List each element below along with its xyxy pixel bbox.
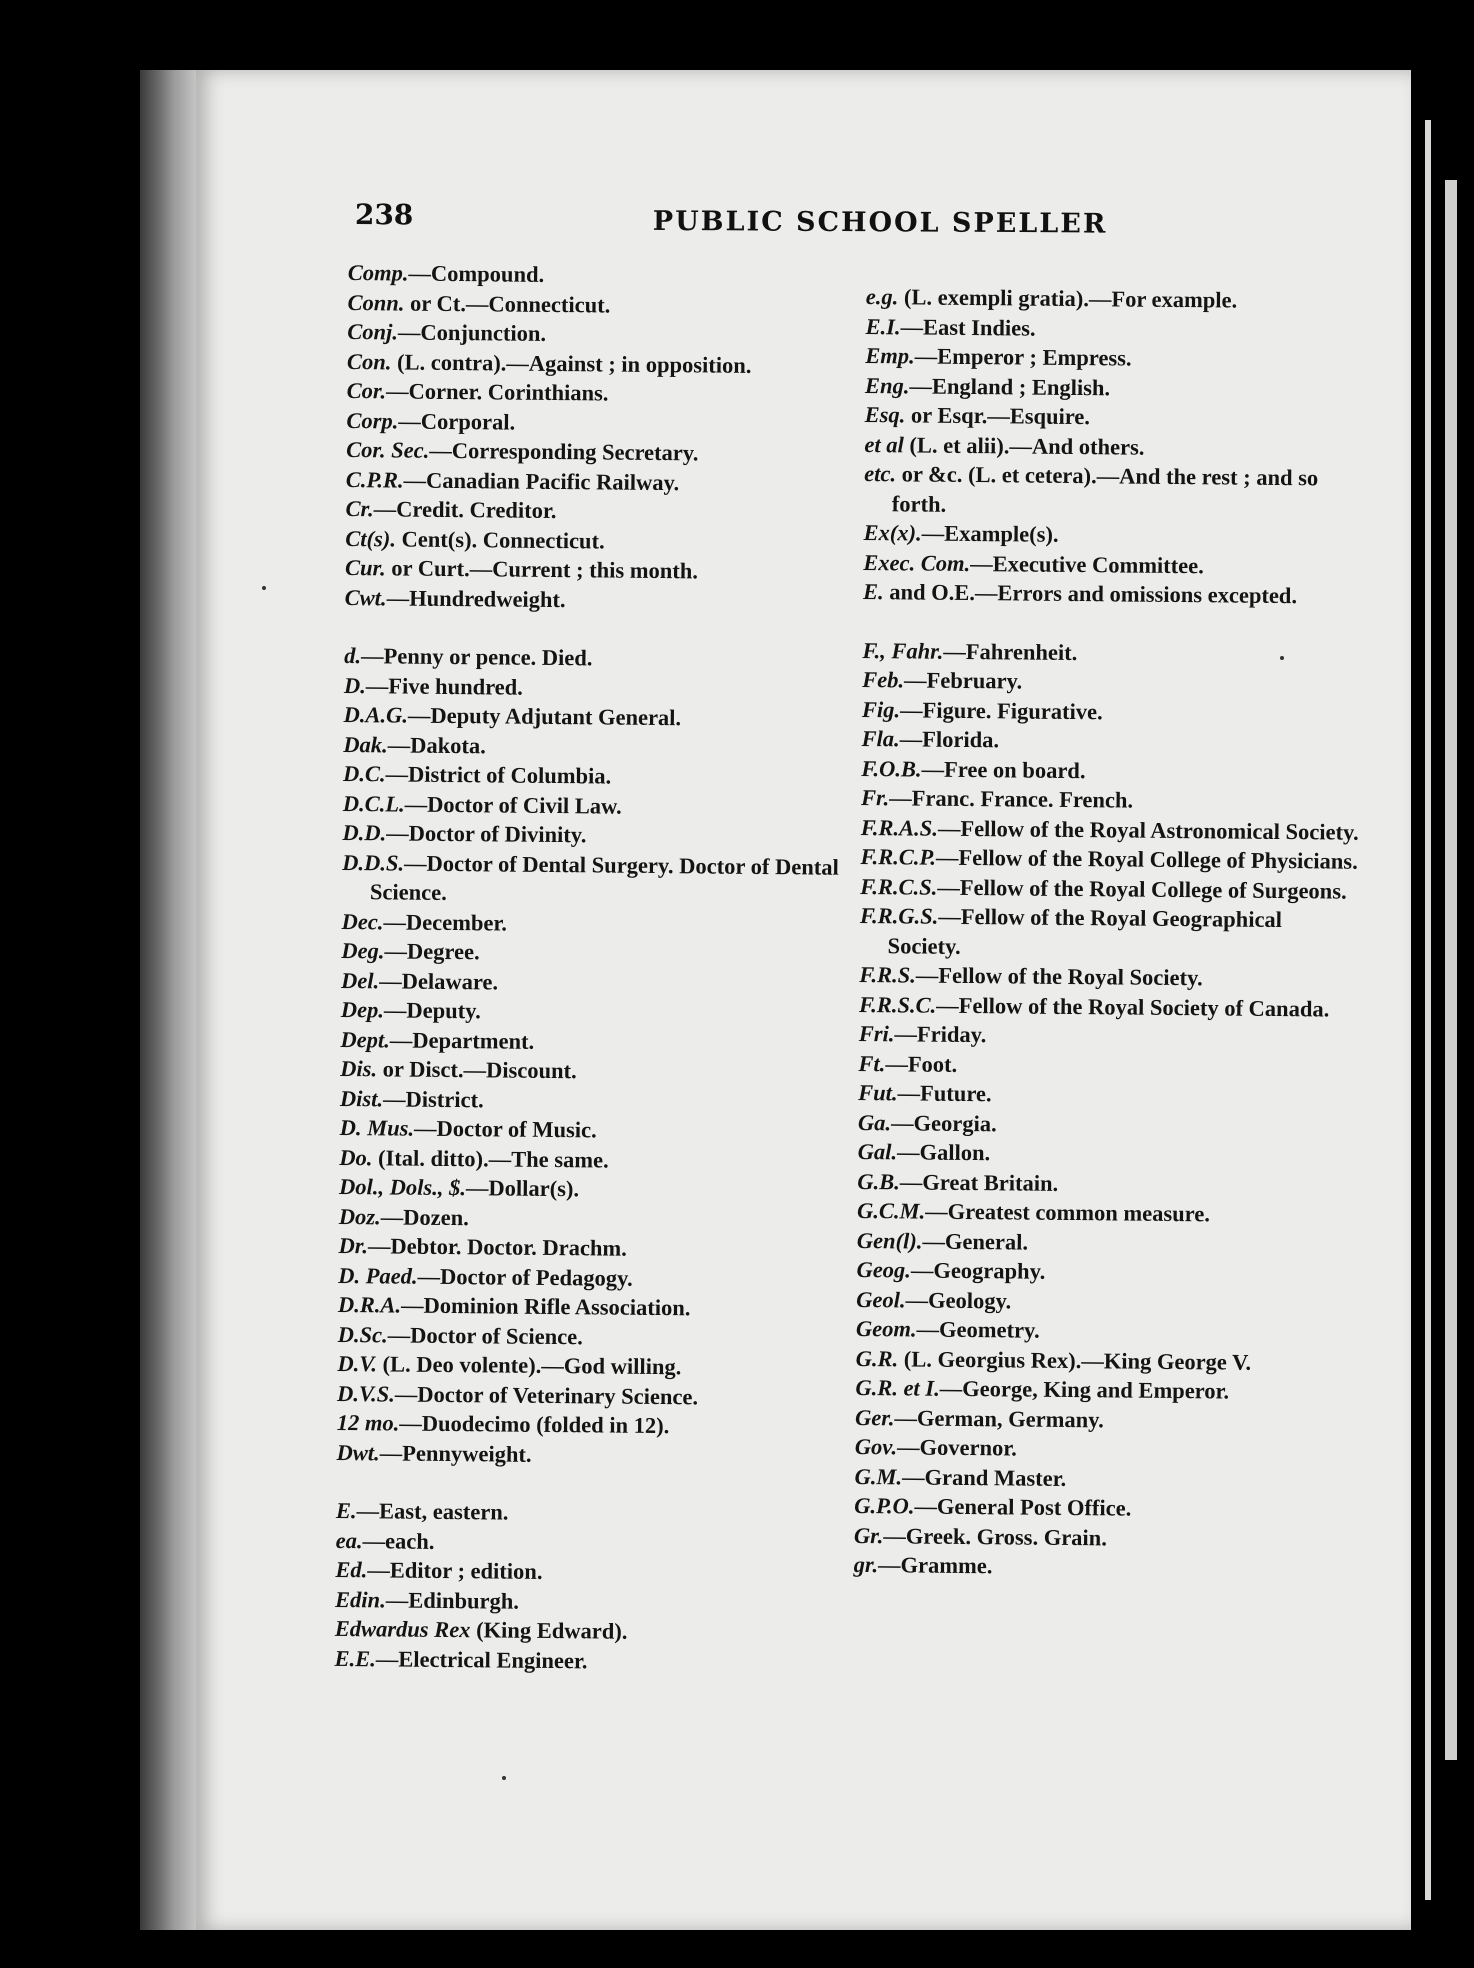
definition: —Doctor of Civil Law. bbox=[404, 791, 622, 819]
definition: —District of Columbia. bbox=[385, 761, 612, 789]
abbreviation: Fig. bbox=[861, 696, 901, 722]
abbreviation-entry bbox=[860, 871, 1360, 905]
abbreviation-entry bbox=[855, 1373, 1355, 1407]
abbreviation: Ct(s). bbox=[345, 525, 397, 551]
abbreviation: E.E. bbox=[334, 1645, 376, 1671]
definition: —Geometry. bbox=[916, 1316, 1040, 1343]
definition: —Greatest common measure. bbox=[925, 1198, 1211, 1227]
abbreviation-entry bbox=[345, 553, 845, 587]
abbreviation-entry bbox=[856, 1284, 1356, 1318]
definition: —Corner. Corinthians. bbox=[386, 378, 609, 406]
speck bbox=[502, 1776, 506, 1780]
abbreviation: F.R.S.C. bbox=[858, 991, 937, 1018]
abbreviation: D.Sc. bbox=[337, 1321, 388, 1347]
definition: or Disct.—Discount. bbox=[376, 1056, 577, 1084]
abbreviation-entry bbox=[854, 1520, 1354, 1554]
definition: —Dakota. bbox=[387, 731, 486, 758]
abbreviation-entry bbox=[857, 1196, 1357, 1230]
abbreviation-entry bbox=[859, 901, 1360, 965]
abbreviation-entry bbox=[341, 936, 841, 970]
definition: —Fellow of the Royal Society. bbox=[915, 962, 1203, 991]
abbreviation: Do. bbox=[339, 1144, 373, 1170]
abbreviation-entry bbox=[862, 635, 1362, 669]
book-spine bbox=[140, 70, 196, 1930]
abbreviation-entry bbox=[863, 547, 1363, 581]
definition: —Delaware. bbox=[379, 967, 499, 994]
definition: —Geology. bbox=[905, 1286, 1012, 1313]
abbreviation: Dis. bbox=[340, 1055, 378, 1082]
definition: —Greek. Gross. Grain. bbox=[883, 1522, 1108, 1550]
abbreviation: G.C.M. bbox=[856, 1197, 926, 1224]
definition: —Corporal. bbox=[398, 407, 516, 435]
abbreviation-entry bbox=[337, 1408, 837, 1442]
definition: —District. bbox=[382, 1085, 484, 1112]
abbreviation: Doz. bbox=[338, 1203, 381, 1229]
abbreviation-entry bbox=[337, 1378, 837, 1412]
abbreviation: 12 mo. bbox=[336, 1409, 400, 1436]
page-edge bbox=[1411, 120, 1457, 1900]
definition: —Deputy. bbox=[383, 997, 481, 1024]
abbreviation: Dep. bbox=[340, 996, 385, 1023]
definition: —Foot. bbox=[885, 1050, 958, 1077]
abbreviation: Dr. bbox=[338, 1232, 369, 1259]
abbreviation: D.D.S. bbox=[342, 849, 405, 876]
definition: —Hundredweight. bbox=[386, 584, 566, 612]
abbreviation-entry bbox=[342, 818, 842, 852]
abbreviation-entry bbox=[335, 1584, 835, 1618]
definition: or Esqr.—Esquire. bbox=[905, 402, 1091, 430]
abbreviation-entry bbox=[347, 287, 847, 321]
definition: and O.E.—Errors and omissions excepted. bbox=[883, 579, 1298, 609]
abbreviation-entry bbox=[348, 258, 848, 292]
abbreviation-entry bbox=[865, 370, 1365, 404]
abbreviation: Cur. bbox=[344, 554, 386, 581]
abbreviation-entry bbox=[338, 1231, 838, 1265]
abbreviation: Ga. bbox=[857, 1109, 892, 1135]
abbreviation: Edin. bbox=[335, 1586, 386, 1612]
abbreviation-entry bbox=[343, 788, 843, 822]
abbreviation: E. bbox=[862, 578, 884, 605]
definition: —Figure. Figurative. bbox=[899, 696, 1103, 724]
abbreviation-entry bbox=[859, 960, 1359, 994]
definition: —Doctor of Pedagogy. bbox=[417, 1263, 633, 1291]
definition: (L. et alii).—And others. bbox=[903, 431, 1145, 460]
definition: —Governor. bbox=[896, 1434, 1018, 1461]
definition: —Doctor of Dental Surgery. Doctor of Dental Science. bbox=[369, 850, 839, 905]
definition: —Dozen. bbox=[380, 1203, 469, 1230]
definition: —Deputy Adjutant General. bbox=[407, 702, 682, 731]
abbreviation-entry bbox=[336, 1496, 836, 1530]
definition: —Fahrenheit. bbox=[943, 638, 1078, 665]
definition: —Electrical Engineer. bbox=[375, 1645, 588, 1673]
abbreviation-entry bbox=[347, 376, 847, 410]
abbreviation: Feb. bbox=[862, 666, 905, 693]
definition: —February. bbox=[903, 667, 1023, 694]
abbreviation-entry bbox=[861, 783, 1361, 817]
section-gap bbox=[863, 606, 1363, 640]
running-title: PUBLIC SCHOOL SPELLER bbox=[652, 205, 1108, 240]
abbreviation: Conj. bbox=[347, 318, 399, 345]
definition: —Emperor ; Empress. bbox=[914, 343, 1132, 371]
definition: —Fellow of the Royal Astronomical Society. bbox=[937, 815, 1359, 845]
abbreviation: E.I. bbox=[865, 313, 901, 339]
abbreviation: Ex(x). bbox=[863, 519, 922, 546]
abbreviation: Con. bbox=[346, 348, 392, 374]
abbreviation: Corp. bbox=[346, 407, 399, 433]
abbreviation-entry bbox=[855, 1402, 1355, 1436]
abbreviation: Dwt. bbox=[336, 1439, 380, 1465]
definition: —Gramme. bbox=[877, 1552, 993, 1579]
definition: or &c. (L. et cetera).—And the rest ; and so forth. bbox=[891, 461, 1319, 517]
abbreviation: G.P.O. bbox=[854, 1492, 915, 1519]
definition: —Degree. bbox=[384, 938, 480, 965]
definition: —Grand Master. bbox=[901, 1463, 1067, 1491]
abbreviation: Cwt. bbox=[344, 584, 387, 610]
abbreviation: Gov. bbox=[854, 1433, 898, 1460]
abbreviation: F., Fahr. bbox=[862, 637, 944, 664]
abbreviation: Cor. bbox=[346, 377, 387, 404]
abbreviation-entry bbox=[338, 1260, 838, 1294]
abbreviation-entry bbox=[854, 1491, 1354, 1525]
abbreviation-entry bbox=[860, 842, 1360, 876]
definition: —December. bbox=[383, 908, 508, 936]
abbreviation-entry bbox=[336, 1437, 836, 1471]
abbreviation-entry bbox=[346, 405, 846, 439]
abbreviation: Emp. bbox=[865, 342, 915, 369]
abbreviation: D.R.A. bbox=[337, 1291, 402, 1318]
definition: —General. bbox=[922, 1228, 1029, 1255]
abbreviation-entry bbox=[345, 582, 845, 616]
abbreviation: Gal. bbox=[857, 1138, 898, 1165]
abbreviation-entry bbox=[861, 724, 1361, 758]
abbreviation-entry bbox=[346, 435, 846, 469]
abbreviation: Conn. bbox=[347, 289, 405, 316]
abbreviation: Exec. Com. bbox=[863, 549, 971, 576]
definition: —Georgia. bbox=[890, 1109, 997, 1136]
abbreviation-entry bbox=[858, 1107, 1358, 1141]
definition: —General Post Office. bbox=[914, 1493, 1132, 1521]
abbreviation: Dec. bbox=[341, 908, 384, 934]
abbreviation-entry bbox=[337, 1349, 837, 1383]
page-header bbox=[355, 198, 1335, 248]
abbreviation: Cr. bbox=[345, 495, 374, 522]
abbreviation-entry bbox=[857, 1225, 1357, 1259]
definition: —Fellow of the Royal Geographical Society. bbox=[887, 903, 1283, 959]
abbreviation: D.V. bbox=[337, 1350, 378, 1377]
abbreviation: D.C. bbox=[342, 760, 386, 787]
abbreviation-entry bbox=[340, 1113, 840, 1147]
abbreviation: Comp. bbox=[347, 259, 409, 286]
abbreviation-entry bbox=[347, 346, 847, 380]
abbreviation: Fri. bbox=[858, 1020, 895, 1047]
abbreviation: Geom. bbox=[855, 1315, 917, 1342]
abbreviation-entry bbox=[855, 1432, 1355, 1466]
abbreviation: D.V.S. bbox=[336, 1380, 395, 1407]
abbreviation: Dol., Dols., $. bbox=[338, 1173, 467, 1201]
definition: —Canadian Pacific Railway. bbox=[403, 467, 680, 495]
abbreviation-entry bbox=[338, 1319, 838, 1353]
abbreviation-entry bbox=[864, 459, 1365, 523]
abbreviation: F.R.G.S. bbox=[859, 902, 939, 929]
definition: or Curt.—Current ; this month. bbox=[385, 555, 699, 584]
abbreviation-entry bbox=[340, 1083, 840, 1117]
definition: —Florida. bbox=[899, 726, 1000, 753]
definition: —Conjunction. bbox=[397, 319, 547, 346]
abbreviation: Eng. bbox=[864, 372, 910, 398]
abbreviation-entry bbox=[856, 1255, 1356, 1289]
abbreviation: ea. bbox=[335, 1527, 363, 1553]
abbreviation: Fut. bbox=[858, 1079, 898, 1106]
definition: —Doctor of Divinity. bbox=[386, 820, 587, 848]
abbreviation-entry bbox=[334, 1643, 834, 1677]
abbreviation: Dept. bbox=[340, 1026, 390, 1052]
abbreviation-entry bbox=[856, 1343, 1356, 1377]
definition: —Department. bbox=[389, 1026, 535, 1054]
definition: —England ; English. bbox=[909, 372, 1111, 400]
abbreviation: Fla. bbox=[861, 725, 900, 752]
definition: —East Indies. bbox=[900, 313, 1036, 341]
abbreviation-entry bbox=[343, 759, 843, 793]
definition: —Doctor of Veterinary Science. bbox=[394, 1381, 699, 1409]
abbreviation-entry bbox=[862, 665, 1362, 699]
abbreviation: F.R.C.P. bbox=[860, 843, 937, 870]
abbreviation-entry bbox=[865, 400, 1365, 434]
definition: —Debtor. Doctor. Drachm. bbox=[367, 1233, 627, 1261]
definition: —Duodecimo (folded in 12). bbox=[399, 1410, 670, 1439]
abbreviation: et al bbox=[864, 431, 904, 457]
abbreviation: F.R.C.S. bbox=[860, 873, 938, 900]
abbreviation-entry bbox=[341, 906, 841, 940]
abbreviation: F.R.A.S. bbox=[860, 814, 939, 841]
definition: Cent(s). Connecticut. bbox=[395, 525, 605, 553]
abbreviation-entry bbox=[858, 1078, 1358, 1112]
abbreviation-entry bbox=[342, 847, 843, 911]
abbreviation: Ger. bbox=[854, 1404, 895, 1430]
abbreviation-entry bbox=[854, 1461, 1354, 1495]
definition: —Executive Committee. bbox=[970, 550, 1204, 578]
abbreviation: D.D. bbox=[342, 819, 387, 846]
definition: —Pennyweight. bbox=[379, 1439, 532, 1467]
definition: —Franc. France. French. bbox=[889, 785, 1134, 813]
speck bbox=[262, 586, 266, 590]
definition: (L. Deo volente).—God willing. bbox=[376, 1351, 682, 1380]
abbreviation: D. bbox=[343, 672, 366, 698]
abbreviation: E. bbox=[335, 1497, 357, 1524]
abbreviation-entry bbox=[854, 1550, 1354, 1584]
abbreviation-entry bbox=[339, 1142, 839, 1176]
left-column bbox=[334, 258, 848, 1678]
abbreviation-entry bbox=[866, 282, 1366, 316]
abbreviation-entry bbox=[859, 989, 1359, 1023]
abbreviation: F.O.B. bbox=[861, 755, 922, 782]
definition: —Credit. Creditor. bbox=[373, 496, 557, 524]
abbreviation: G.R. bbox=[855, 1345, 899, 1371]
definition: —Gallon. bbox=[896, 1139, 991, 1166]
abbreviation: Gr. bbox=[853, 1522, 884, 1548]
abbreviation-entry bbox=[861, 812, 1361, 846]
abbreviation-entry bbox=[340, 1024, 840, 1058]
abbreviation: D.C.L. bbox=[342, 790, 405, 817]
definition: —Example(s). bbox=[921, 520, 1059, 547]
definition: —Compound. bbox=[408, 260, 545, 287]
abbreviation: Dak. bbox=[343, 731, 388, 757]
definition: —Fellow of the Royal College of Physicians. bbox=[935, 844, 1358, 874]
abbreviation-entry bbox=[339, 1172, 839, 1206]
abbreviation-entry bbox=[341, 995, 841, 1029]
definition: —Five hundred. bbox=[365, 672, 524, 700]
abbreviation: e.g. bbox=[865, 283, 899, 310]
abbreviation-entry bbox=[338, 1290, 838, 1324]
definition: —Doctor of Music. bbox=[413, 1115, 597, 1143]
definition: or Ct.—Connecticut. bbox=[404, 290, 611, 318]
definition: —Dominion Rifle Association. bbox=[400, 1292, 691, 1321]
abbreviation: Edwardus Rex bbox=[334, 1615, 471, 1643]
definition: (L. exempli gratia).—For example. bbox=[898, 284, 1238, 313]
abbreviation-entry bbox=[865, 311, 1365, 345]
abbreviation: Geol. bbox=[856, 1286, 906, 1312]
abbreviation-entry bbox=[339, 1201, 839, 1235]
abbreviation: Deg. bbox=[341, 937, 385, 964]
abbreviation-entry bbox=[341, 965, 841, 999]
abbreviation: G.R. et I. bbox=[855, 1374, 940, 1401]
abbreviation-entry bbox=[340, 1054, 840, 1088]
abbreviation: G.B. bbox=[857, 1168, 901, 1194]
definition: —Friday. bbox=[894, 1021, 987, 1048]
abbreviation: D. Mus. bbox=[339, 1114, 415, 1141]
abbreviation-entry bbox=[862, 694, 1362, 728]
definition: —East, eastern. bbox=[356, 1498, 509, 1525]
abbreviation-entry bbox=[863, 577, 1363, 611]
abbreviation-entry bbox=[858, 1048, 1358, 1082]
definition: —German, Germany. bbox=[894, 1404, 1104, 1432]
abbreviation-entry bbox=[858, 1137, 1358, 1171]
abbreviation-entry bbox=[347, 317, 847, 351]
abbreviation-entry bbox=[863, 518, 1363, 552]
abbreviation-entry bbox=[343, 700, 843, 734]
abbreviation: Del. bbox=[340, 967, 380, 993]
abbreviation: Dist. bbox=[339, 1085, 384, 1111]
abbreviation: d. bbox=[344, 642, 362, 669]
page-number: 238 bbox=[354, 198, 414, 232]
definition: —Geography. bbox=[910, 1257, 1046, 1284]
definition: (L. Georgius Rex).—King George V. bbox=[898, 1345, 1252, 1375]
definition: (L. contra).—Against ; in opposition. bbox=[391, 348, 752, 378]
abbreviation: Ed. bbox=[335, 1556, 368, 1583]
definition: —Editor ; edition. bbox=[367, 1557, 543, 1584]
right-column bbox=[854, 282, 1366, 1584]
abbreviation-entry bbox=[857, 1166, 1357, 1200]
abbreviation-entry bbox=[344, 670, 844, 704]
abbreviation-entry bbox=[335, 1614, 835, 1648]
abbreviation-entry bbox=[344, 641, 844, 675]
definition: (Ital. ditto).—The same. bbox=[372, 1144, 609, 1173]
abbreviation-entry bbox=[345, 494, 845, 528]
abbreviation-entry bbox=[865, 341, 1365, 375]
definition: —Penny or pence. Died. bbox=[360, 643, 593, 671]
abbreviation: etc. bbox=[864, 460, 897, 487]
abbreviation: D.A.G. bbox=[343, 701, 409, 728]
abbreviation: Gen(l). bbox=[856, 1227, 923, 1254]
definition: —Fellow of the Royal Society of Canada. bbox=[936, 992, 1330, 1021]
definition: —Doctor of Science. bbox=[387, 1321, 583, 1349]
definition: (King Edward). bbox=[470, 1617, 628, 1644]
definition: —Free on board. bbox=[921, 756, 1086, 783]
definition: —George, King and Emperor. bbox=[939, 1375, 1230, 1404]
abbreviation-entry bbox=[346, 464, 846, 498]
abbreviation: Geog. bbox=[856, 1256, 912, 1283]
definition: —each. bbox=[362, 1527, 435, 1554]
definition: —Dollar(s). bbox=[465, 1175, 580, 1202]
definition: —Edinburgh. bbox=[385, 1586, 520, 1614]
speck bbox=[1280, 656, 1284, 660]
abbreviation-entry bbox=[343, 729, 843, 763]
abbreviation: G.M. bbox=[854, 1463, 903, 1489]
abbreviation: Ft. bbox=[858, 1050, 886, 1076]
abbreviation: Fr. bbox=[860, 784, 890, 811]
abbreviation-entry bbox=[856, 1314, 1356, 1348]
abbreviation: gr. bbox=[853, 1551, 879, 1578]
abbreviation-entry bbox=[859, 1019, 1359, 1053]
abbreviation: Esq. bbox=[864, 401, 906, 428]
abbreviation-entry bbox=[861, 753, 1361, 787]
definition: —Fellow of the Royal College of Surgeons. bbox=[937, 874, 1347, 904]
abbreviation: Cor. Sec. bbox=[346, 436, 430, 463]
abbreviation-entry bbox=[336, 1525, 836, 1559]
abbreviation: D. Paed. bbox=[338, 1262, 418, 1289]
abbreviation-entry bbox=[335, 1555, 835, 1589]
definition: —Corresponding Secretary. bbox=[429, 437, 699, 466]
definition: —Future. bbox=[897, 1080, 992, 1107]
abbreviation: C.P.R. bbox=[345, 466, 404, 493]
definition: —Great Britain. bbox=[899, 1168, 1059, 1196]
abbreviation: F.R.S. bbox=[859, 961, 916, 988]
abbreviation-entry bbox=[864, 429, 1364, 463]
abbreviation-entry bbox=[345, 523, 845, 557]
